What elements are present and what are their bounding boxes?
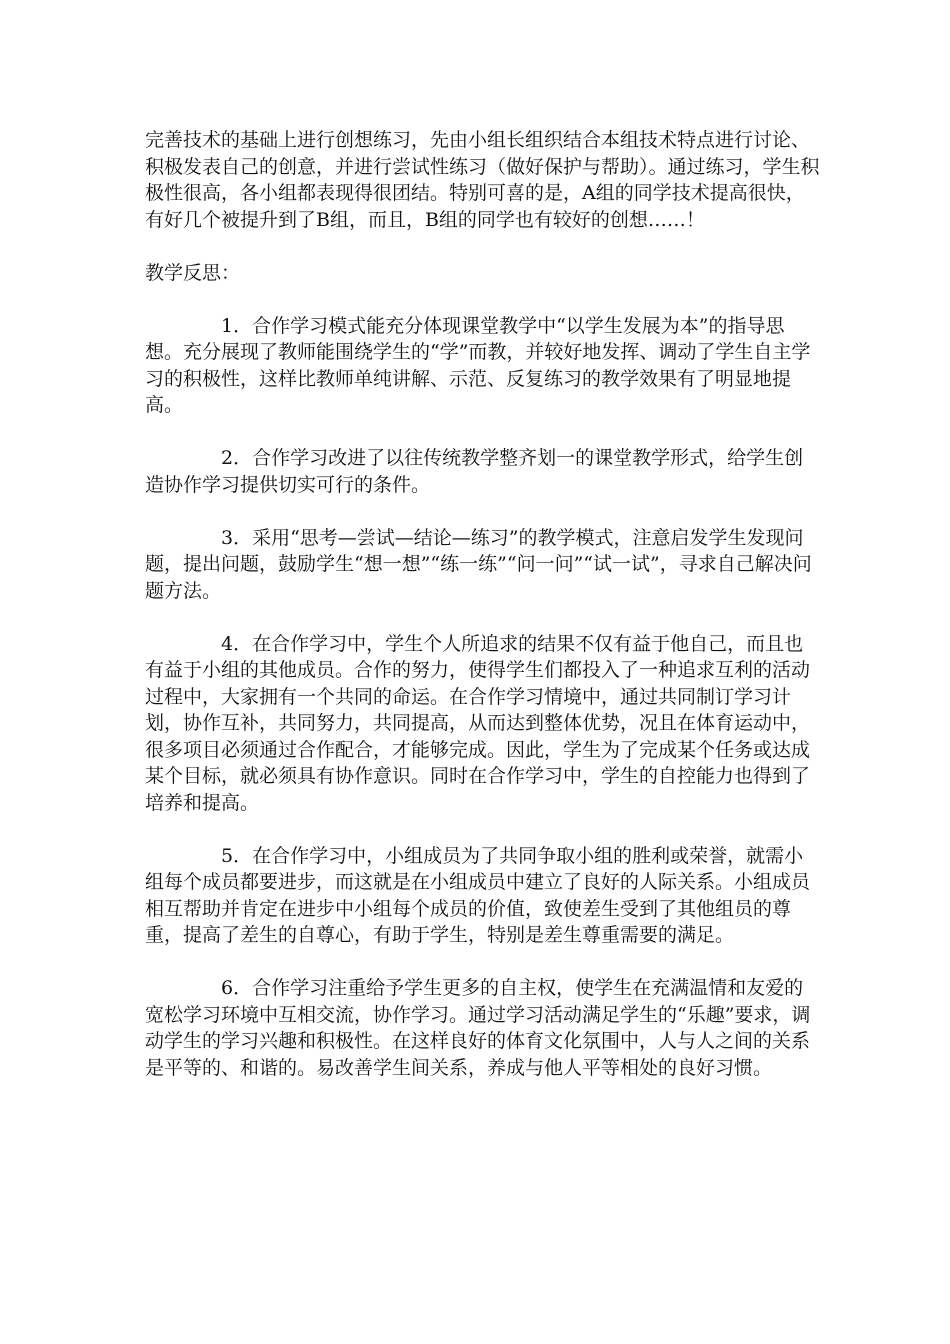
reflection-point-1: 1．合作学习模式能充分体现课堂教学中“以学生发展为本”的指导思想。充分展现了教师能围绕学生的“学”而教，并较好地发挥、调动了学生自主学习的积极性，这样比教师单纯讲解、示范、反复练习的教学效果有了明显地提高。 <box>145 314 811 416</box>
intro-paragraph: 完善技术的基础上进行创想练习，先由小组长组织结合本组技术特点进行讨论、积极发表自己的创意，并进行尝试性练习（做好保护与帮助）。通过练习，学生积极性很高，各小组都表现得很团结。特别可喜的是，A组的同学技术提高很快，有好几个被提升到了B组，而且，B组的同学也有较好的创想……！ <box>145 129 820 231</box>
reflection-point-4: 4．在合作学习中，学生个人所追求的结果不仅有益于他自己，而且也有益于小组的其他成员。合作的努力，使得学生们都投入了一种追求互利的活动过程中，大家拥有一个共同的命运。在合作学习情境中，通过共同制订学习计划，协作互补，共同努力，共同提高，从而达到整体优势，况且在体育运动中，很多项目必须通过合作配合，才能够完成。因此，学生为了完成某个任务或达成某个目标，就必须具有协作意识。同时在合作学习中，学生的自控能力也得到了培养和提高。 <box>145 632 811 814</box>
reflection-point-6: 6．合作学习注重给予学生更多的自主权，使学生在充满温情和友爱的宽松学习环境中互相交流，协作学习。通过学习活动满足学生的“乐趣”要求，调动学生的学习兴趣和积极性。在这样良好的体育文化氛围中，人与人之间的关系是平等的、和谐的。易改善学生间关系，养成与他人平等相处的良好习惯。 <box>145 977 811 1079</box>
document-page <box>145 127 820 1108</box>
reflection-point-2: 2．合作学习改进了以往传统教学整齐划一的课堂教学形式，给学生创造协作学习提供切实可行的条件。 <box>145 447 804 496</box>
reflection-heading: 教学反思： <box>145 261 241 284</box>
reflection-point-3: 3．采用“思考—尝试—结论—练习”的教学模式，注意启发学生发现问题，提出问题，鼓励学生“想一想”“练一练”“问一问”“试一试”，寻求自己解决问题方法。 <box>145 526 812 602</box>
reflection-point-5: 5．在合作学习中，小组成员为了共同争取小组的胜利或荣誉，就需小组每个成员都要进步，而这就是在小组成员中建立了良好的人际关系。小组成员相互帮助并肯定在进步中小组每个成员的价值，致使差生受到了其他组员的尊重，提高了差生的自尊心，有助于学生，特别是差生尊重需要的满足。 <box>145 844 811 946</box>
